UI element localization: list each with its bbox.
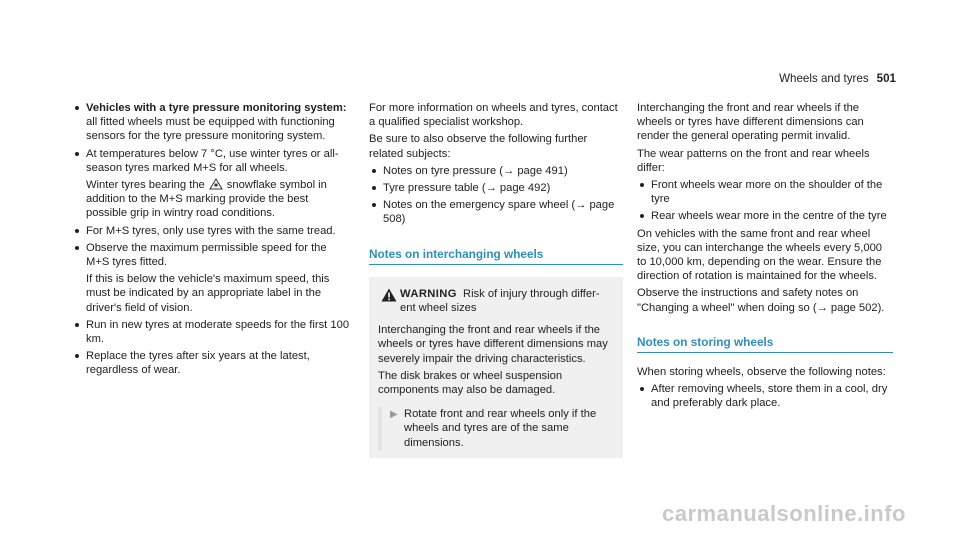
warning-text: Risk of injury through differ-: [462, 287, 600, 300]
link-text: Tyre pressure table (: [383, 182, 486, 195]
column-right: [637, 101, 893, 414]
list-item: [72, 147, 350, 221]
list-item: Replace the tyres after six years at the latest, regardless of wear.: [72, 349, 350, 377]
watermark: carmanualsonline.info: [662, 500, 906, 526]
link-close: ): [563, 164, 568, 177]
warning-title: WARNING: [400, 287, 457, 300]
paragraph: [637, 286, 893, 314]
paragraph: The wear patterns on the front and rear wheels differ:: [637, 147, 870, 174]
warning-header: [378, 287, 614, 315]
note-text: Winter tyres bearing the: [86, 179, 205, 192]
paragraph: Interchanging the front and rear wheels if the wheels or tyres have different dimensions can render the general operating permit invalid.: [637, 102, 864, 143]
arrow-icon: →: [575, 199, 587, 212]
warning-triangle-icon: [378, 288, 400, 302]
page-number: 501: [876, 72, 896, 85]
wear-list: [637, 178, 893, 224]
link-close: ): [546, 182, 551, 195]
item-text: At temperatures below 7 °C, use winter tyres or all-season tyres marked M+S for all wheels.: [86, 147, 339, 174]
list-item: Rear wheels wear more in the centre of the tyre: [637, 209, 893, 223]
column-left: [72, 101, 350, 381]
link-text: Notes on tyre pressure (: [383, 164, 504, 177]
arrow-icon: →: [485, 182, 497, 195]
list-item: After removing wheels, store them in a cool, dry and preferably dark place.: [637, 382, 893, 410]
list-item: [72, 241, 350, 315]
cross-reference[interactable]: [369, 181, 623, 195]
link-text: Notes on the emergency spare wheel (: [383, 199, 576, 212]
warning-lead: [400, 287, 600, 315]
item-text: all fitted wheels must be equipped with functioning sensors for the tyre pressure monitoring system.: [86, 116, 335, 143]
paragraph: On vehicles with the same front and rear wheel size, you can interchange the wheels every 5,000 to 10,000 km, depending on the wear. Ensure the direction of rotation is maintained for the wheels.: [637, 227, 883, 283]
arrow-icon: →: [503, 164, 515, 177]
warning-text-cont: ent wheel sizes: [400, 302, 477, 315]
item-note: If this is below the vehicle's maximum speed, this must be indicated by an appropriate label in the driver's field of vision.: [86, 273, 330, 314]
warning-box: [369, 277, 623, 458]
list-item: Front wheels wear more on the shoulder of the tyre: [637, 178, 893, 206]
requirements-list: [72, 101, 350, 378]
page-header: [779, 72, 896, 86]
list-item: For M+S tyres, only use tyres with the same tread.: [72, 224, 350, 238]
see-also-paragraph: Be sure to also observe the following further related subjects:: [369, 133, 588, 160]
column-middle: [369, 101, 623, 458]
item-note: [86, 178, 350, 221]
page-ref[interactable]: page 508: [383, 199, 615, 226]
paragraph-close: ).: [877, 301, 885, 314]
list-item: Run in new tyres at moderate speeds for the first 100 km.: [72, 318, 350, 346]
intro-paragraph: For more information on wheels and tyres, contact a qualified specialist workshop.: [369, 102, 618, 129]
link-close: ): [401, 213, 406, 226]
warning-action: [378, 407, 614, 450]
warning-line: [400, 287, 600, 301]
arrow-icon: →: [816, 301, 828, 314]
page-ref[interactable]: page 492: [499, 182, 547, 195]
cross-reference[interactable]: [369, 164, 623, 178]
item-lead: Vehicles with a tyre pressure monitoring system:: [86, 102, 347, 114]
action-arrow-icon: ▶: [390, 409, 398, 421]
warning-body: Interchanging the front and rear wheels if the wheels or tyres have different dimensions may severely impair the driving characteristics.: [378, 324, 608, 365]
page-ref[interactable]: page 491: [517, 164, 564, 177]
section-heading: Notes on storing wheels: [637, 335, 893, 353]
paragraph: When storing wheels, observe the following notes:: [637, 366, 886, 379]
note-text: snowflake symbol in addition to the M+S marking provide the best possible grip in wintry road conditions.: [86, 179, 327, 220]
action-text: Rotate front and rear wheels only if the wheels and tyres are of the same dimensions.: [404, 408, 597, 449]
warning-body: The disk brakes or wheel suspension components may also be damaged.: [378, 369, 563, 397]
section-heading: Notes on interchanging wheels: [369, 247, 623, 265]
storage-list: [637, 382, 893, 410]
paragraph-text: Observe the instructions and safety notes on "Changing a wheel" when doing so (: [637, 287, 859, 314]
page-ref[interactable]: page 502: [830, 301, 878, 314]
cross-reference[interactable]: [369, 198, 623, 226]
list-item: [72, 101, 350, 144]
section-title: Wheels and tyres: [779, 72, 869, 85]
item-text: Observe the maximum permissible speed for the M+S tyres fitted.: [86, 241, 327, 269]
related-links: [369, 164, 623, 227]
snowflake-mountain-icon: [209, 178, 223, 190]
